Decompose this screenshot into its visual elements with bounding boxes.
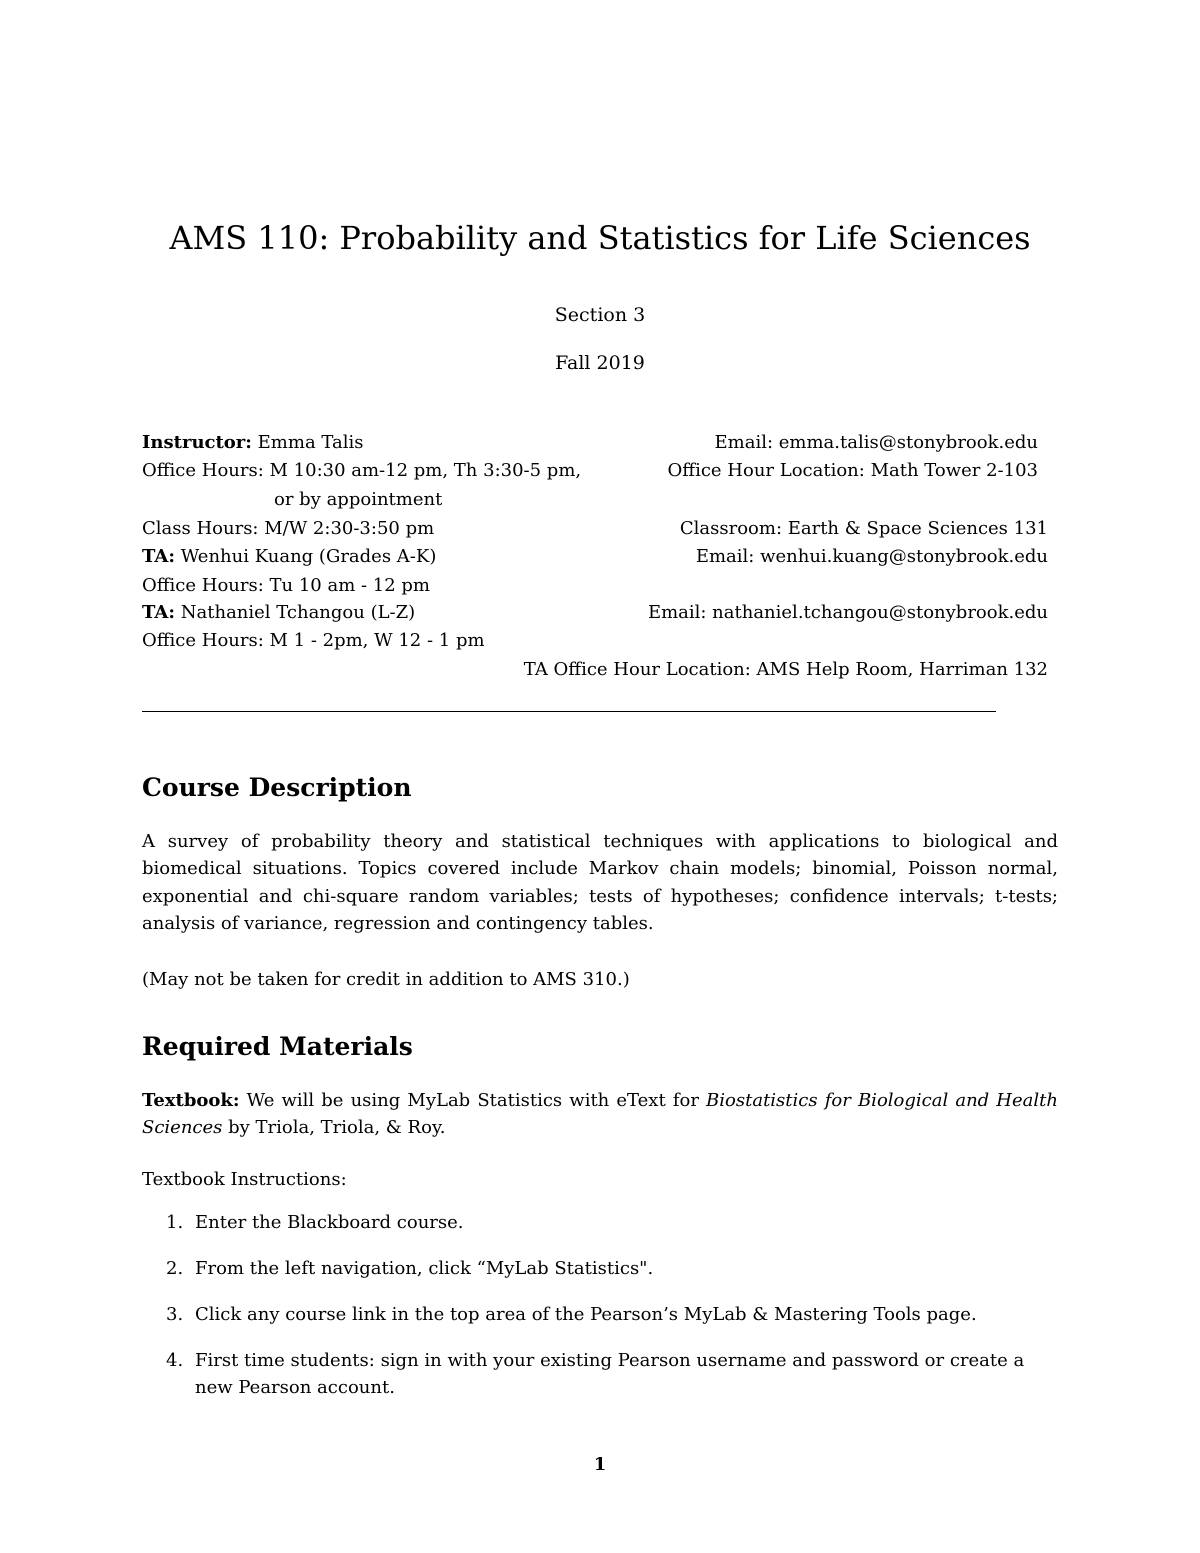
term-label: Fall 2019 (555, 352, 645, 374)
instructor-line (142, 431, 364, 455)
class-hours: Class Hours: M/W 2:30-3:50 pm (142, 518, 435, 539)
ta2-email: Email: nathaniel.tchangou@stonybrook.edu (647, 602, 1048, 623)
ta2-label: TA: (142, 602, 176, 623)
textbook-paragraph (142, 1087, 1058, 1142)
office-hours-appointment: or by appointment (274, 489, 443, 510)
ta1-office-hours: Office Hours: Tu 10 am - 12 pm (142, 575, 430, 596)
step-2-number: 2. (166, 1258, 184, 1279)
step-1-number: 1. (166, 1212, 184, 1233)
step-2-text: From the left navigation, click “MyLab Statistics". (195, 1258, 654, 1279)
textbook-authors: by Triola, Triola, & Roy. (228, 1117, 446, 1139)
ta1-line (142, 545, 436, 569)
ta2-line (142, 601, 415, 625)
course-description-body: A survey of probability theory and statistical techniques with applications to biological and biomedical situations. Topics covered include Markov chain models; binomial, Poisson normal, exponential and chi-square random variables; tests of hypotheses; confidence intervals; t-tests; analysis of variance, regression and contingency tables. (142, 831, 1058, 934)
section-label: Section 3 (554, 304, 646, 326)
page-number: 1 (593, 1454, 607, 1475)
instructor-name: Emma Talis (257, 432, 364, 453)
step-3-number: 3. (166, 1304, 184, 1325)
ta1-name: Wenhui Kuang (Grades A-K) (180, 546, 437, 567)
step-1-text: Enter the Blackboard course. (195, 1212, 464, 1233)
textbook-title: Biostatistics for Biological and Health Sciences (142, 1090, 1058, 1139)
ta1-label: TA: (142, 546, 176, 567)
ta-office-location: TA Office Hour Location: AMS Help Room, Harriman 132 (523, 659, 1048, 680)
step-3-text: Click any course link in the top area of the Pearson’s MyLab & Mastering Tools page. (195, 1304, 977, 1325)
step-4-number: 4. (166, 1350, 184, 1371)
required-materials-heading: Required Materials (142, 1032, 413, 1061)
course-title: AMS 110: Probability and Statistics for Life Sciences (169, 219, 1031, 257)
ta2-name: Nathaniel Tchangou (L-Z) (180, 602, 416, 623)
ta1-email: Email: wenhui.kuang@stonybrook.edu (695, 546, 1048, 567)
instructor-email: Email: emma.talis@stonybrook.edu (714, 432, 1038, 453)
instructor-office-hours: Office Hours: M 10:30 am-12 pm, Th 3:30-5 pm, (142, 460, 582, 481)
textbook-instructions-label: Textbook Instructions: (142, 1169, 347, 1190)
horizontal-rule (142, 711, 996, 712)
instructor-label: Instructor: (142, 432, 252, 453)
classroom: Classroom: Earth & Space Sciences 131 (679, 518, 1048, 539)
textbook-label: Textbook: (142, 1090, 240, 1111)
instructor-office-location: Office Hour Location: Math Tower 2-103 (667, 460, 1038, 481)
textbook-intro: We will be using MyLab Statistics with eText for (246, 1090, 699, 1111)
step-4-text: First time students: sign in with your existing Pearson username and password or create a new Pearson account. (195, 1350, 1025, 1399)
credit-note: (May not be taken for credit in addition to AMS 310.) (142, 969, 630, 990)
course-description-heading: Course Description (142, 773, 412, 802)
ta2-office-hours: Office Hours: M 1 - 2pm, W 12 - 1 pm (142, 630, 485, 651)
